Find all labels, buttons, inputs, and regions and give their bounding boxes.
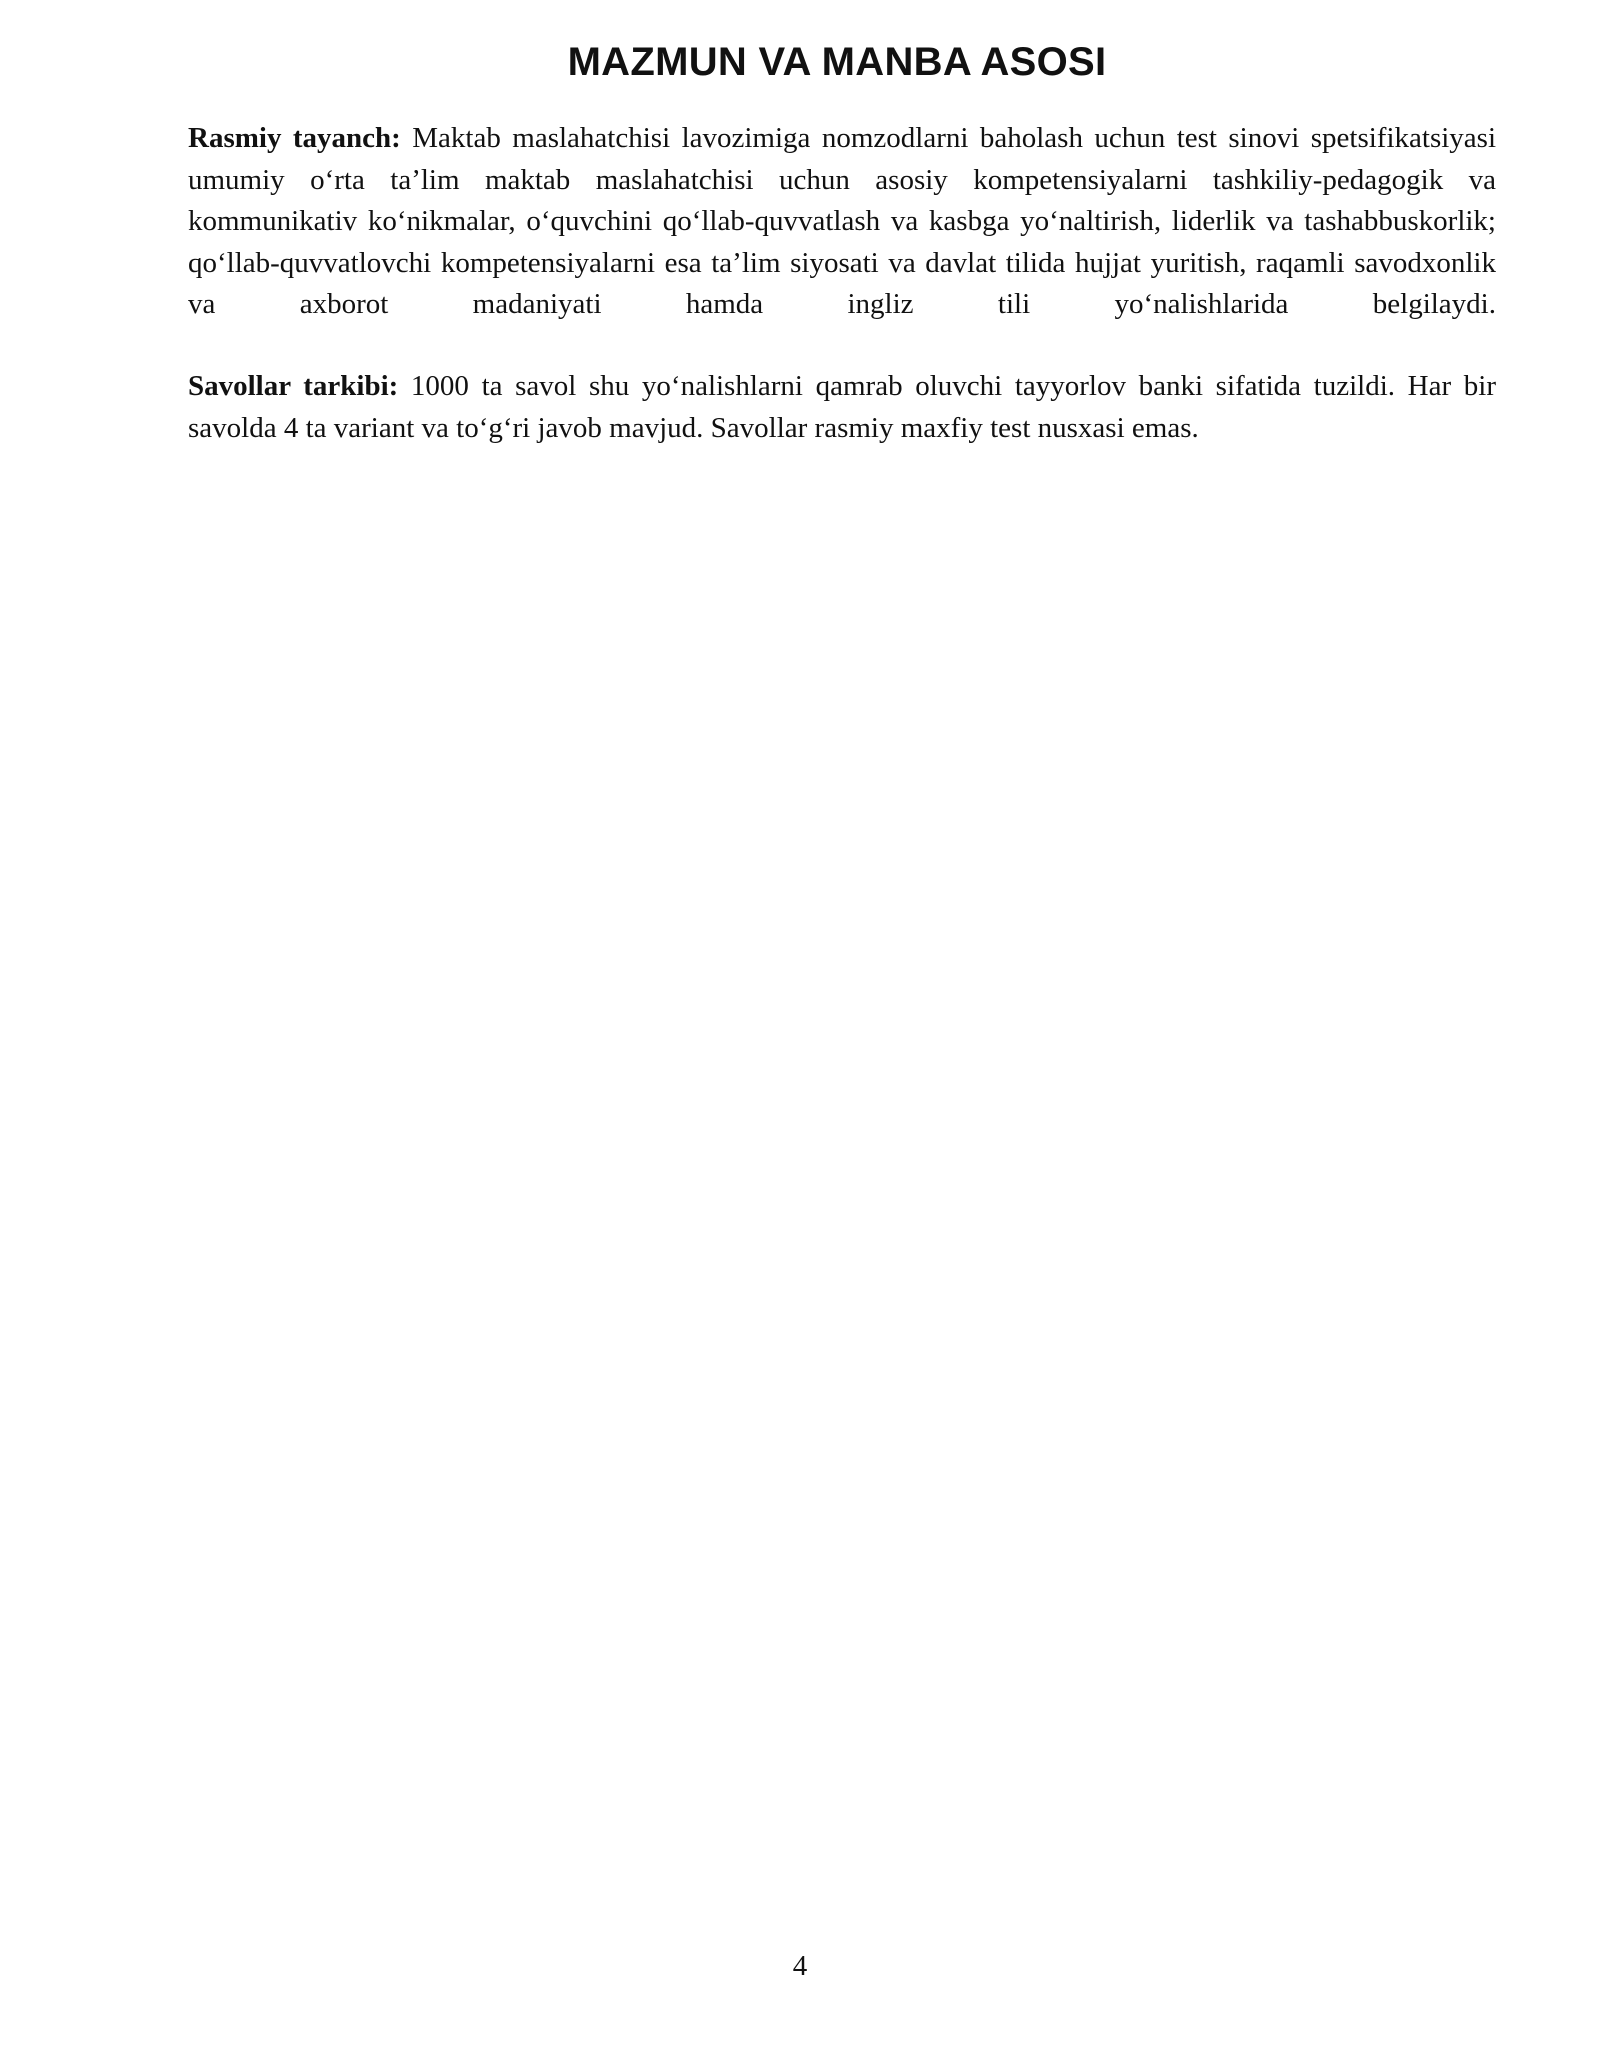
paragraph-text-official-basis: Maktab maslahatchisi lavozimiga nomzodlarni baholash uchun test sinovi spetsifikatsiyasi umumiy o‘rta ta’lim maktab maslahatchisi uchun asosiy kompetensiyalarni tashkiliy-pedagogik va kommunikativ ko‘nikmalar, o‘quvchini qo‘llab-quvvatlash va kasbga yo‘naltirish, liderlik va tashabbuskorlik; qo‘llab-quvvatlovchi kompetensiyalarni esa ta’lim siyosati va davlat tilida hujjat yuritish, raqamli savodxonlik va axborot madaniyati hamda ingliz tili yo‘nalishlarida belgilaydi. bbox=[188, 122, 1496, 320]
page-title: MAZMUN VA MANBA ASOSI bbox=[567, 40, 1107, 84]
paragraph-text-question-structure: 1000 ta savol shu yo‘nalishlarni qamrab oluvchi tayyorlov banki sifatida tuzildi. Har bir savolda 4 ta variant va to‘g‘ri javob mavjud. Savollar rasmiy maxfiy test nusxasi emas. bbox=[188, 370, 1496, 444]
paragraph-question-structure bbox=[188, 366, 1496, 449]
paragraph-lead-question-structure: Savollar tarkibi: bbox=[188, 370, 399, 402]
page-number: 4 bbox=[792, 1950, 808, 1982]
paragraph-official-basis bbox=[188, 118, 1496, 326]
paragraph-lead-official-basis: Rasmiy tayanch: bbox=[188, 122, 401, 154]
